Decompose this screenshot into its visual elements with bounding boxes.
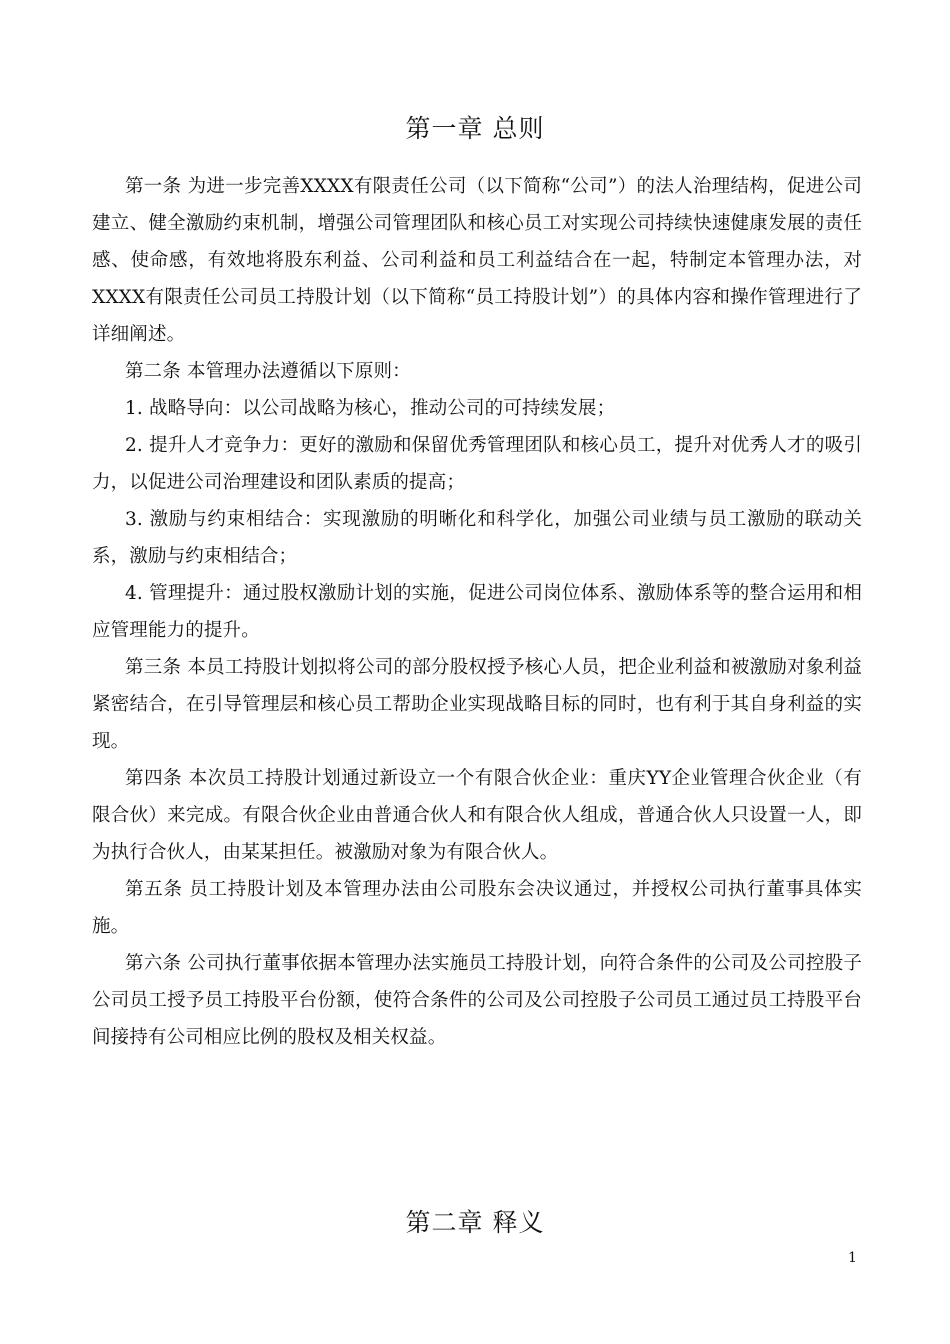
principle-1: 1. 战略导向：以公司战略为核心，推动公司的可持续发展；: [125, 398, 616, 419]
article-3: 第三条 本员工持股计划拟将公司的部分股权授予核心人员，把企业利益和被激励对象利益紧密结合，在引导管理层和核心员工帮助企业实现战略目标的同时，也有利于其自身利益的实现。: [92, 657, 862, 752]
chapter-title: 第二章 释义: [405, 1208, 545, 1237]
article-5: 第五条 员工持股计划及本管理办法由公司股东会决议通过，并授权公司执行董事具体实施。: [92, 879, 862, 937]
article-6: 第六条 公司执行董事依据本管理办法实施员工持股计划，向符合条件的公司及公司控股子公司员工授予员工持股平台份额，使符合条件的公司及公司控股子公司员工通过员工持股平台间接持有公司相应比例的股权及相关权益。: [92, 953, 862, 1048]
principle-3: 3. 激励与约束相结合：实现激励的明晰化和科学化，加强公司业绩与员工激励的联动关系，激励与约束相结合；: [92, 509, 862, 567]
principle-4: 4. 管理提升：通过股权激励计划的实施，促进公司岗位体系、激励体系等的整合运用和相应管理能力的提升。: [92, 583, 862, 641]
article-1: 第一条 为进一步完善XXXX有限责任公司（以下简称“公司”）的法人治理结构，促进公司建立、健全激励约束机制，增强公司管理团队和核心员工对实现公司持续快速健康发展的责任感、使命感，有效地将股东利益、公司利益和员工利益结合在一起，特制定本管理办法，对XXXX有限责任公司员工持股计划（以下简称“员工持股计划”）的具体内容和操作管理进行了详细阐述。: [92, 176, 862, 345]
chapter-title: 第一章 总则: [405, 114, 545, 143]
article-2: 第二条 本管理办法遵循以下原则：: [125, 361, 411, 382]
page-number: 1: [848, 1250, 857, 1266]
principle-2: 2. 提升人才竞争力：更好的激励和保留优秀管理团队和核心员工，提升对优秀人才的吸引力，以促进公司治理建设和团队素质的提高；: [92, 435, 862, 493]
chapter-body: [92, 168, 862, 1056]
article-4: 第四条 本次员工持股计划通过新设立一个有限合伙企业：重庆YY企业管理合伙企业（有限合伙）来完成。有限合伙企业由普通合伙人和有限合伙人组成，普通合伙人只设置一人，即为执行合伙人，由某某担任。被激励对象为有限合伙人。: [92, 768, 862, 863]
